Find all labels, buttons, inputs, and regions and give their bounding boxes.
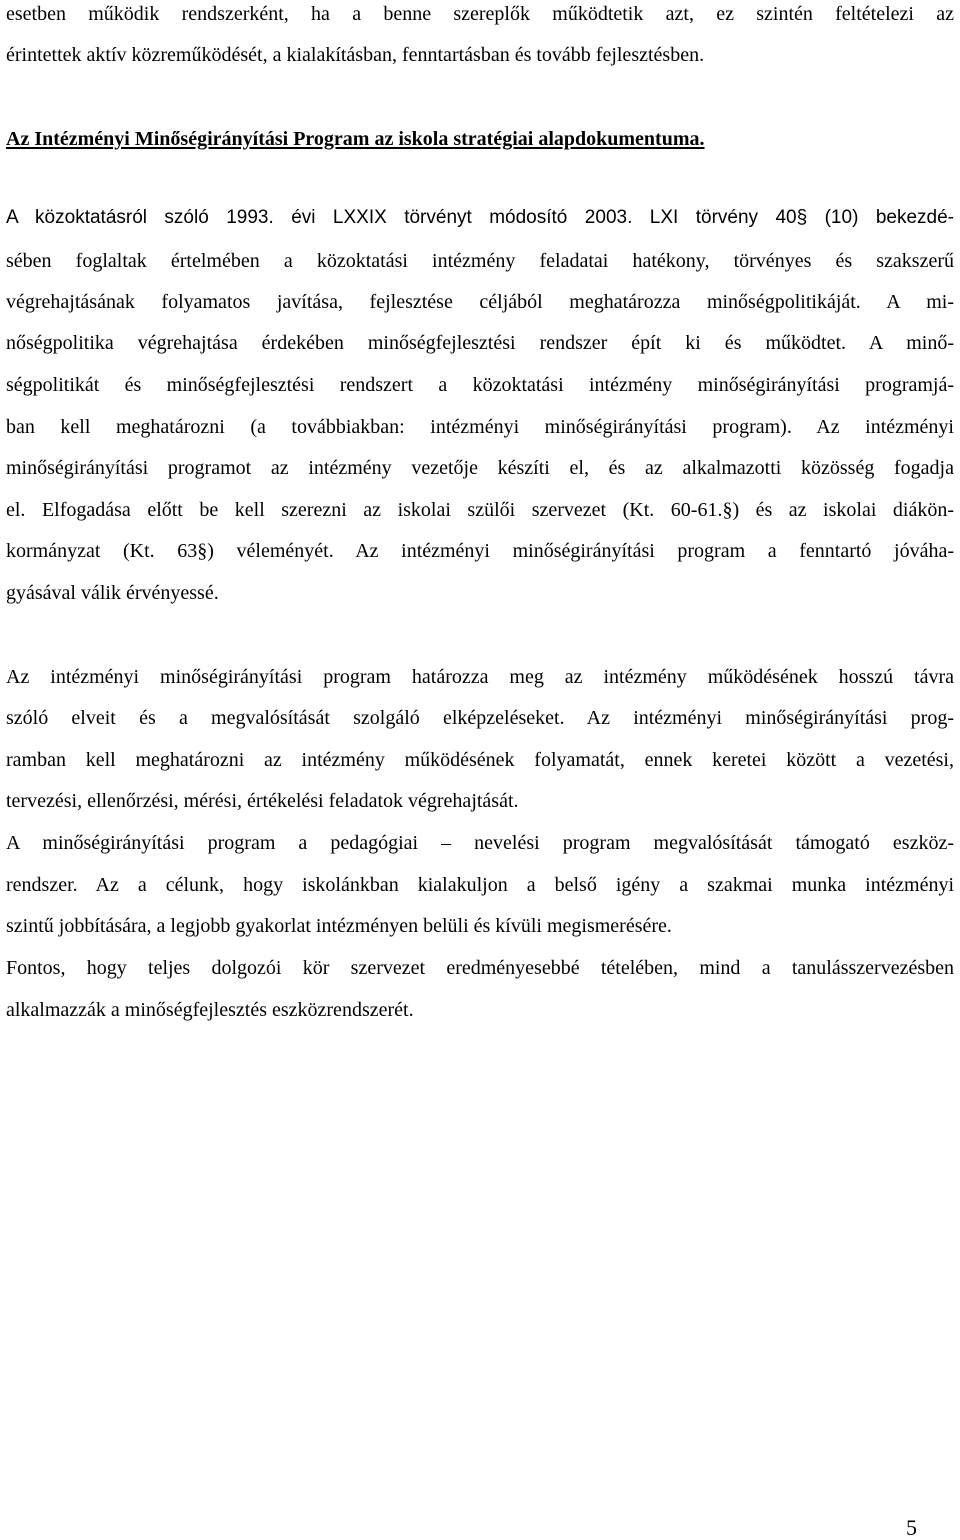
para1-line-8: el. Elfogadása előtt be kell szerezni az iskolai szülői szervezet (Kt. 60-61.§) és az iskolai diákön- [6, 499, 954, 521]
para1-line-7: minőségirányítási programot az intézmény vezetője készíti el, és az alkalmazotti közösség fogadja [6, 457, 954, 479]
page-number: 5 [906, 1515, 917, 1540]
para2-line-3: ramban kell meghatározni az intézmény működésének folyamatát, ennek keretei között a vezetési, [6, 749, 954, 771]
para1-line-2: sében foglaltak értelmében a közoktatási intézmény feladatai hatékony, törvényes és szakszerű [6, 250, 954, 272]
para2-line-2: szóló elveit és a megvalósítását szolgáló elképzeléseket. Az intézményi minőségirányítási prog- [6, 707, 954, 729]
intro-line-2: érintettek aktív közreműködését, a kialakításban, fenntartásban és tovább fejlesztésben. [6, 44, 705, 66]
intro-line-1: esetben működik rendszerként, ha a benne szereplők működtetik azt, ez szintén feltételezi az [6, 3, 954, 25]
para2-line-1: Az intézményi minőségirányítási program határozza meg az intézmény működésének hosszú távra [6, 666, 954, 688]
para1-line-9: kormányzat (Kt. 63§) véleményét. Az intézményi minőségirányítási program a fenntartó jóváha- [6, 540, 954, 562]
para3-line-1: A minőségirányítási program a pedagógiai – nevelési program megvalósítását támogató eszköz- [6, 832, 954, 854]
para4-line-2: alkalmazzák a minőségfejlesztés eszközrendszerét. [6, 999, 414, 1021]
para4-line-1: Fontos, hogy teljes dolgozói kör szervezet eredményesebbé tételében, mind a tanulásszervezésben [6, 957, 954, 979]
para2-line-4: tervezési, ellenőrzési, mérési, értékelési feladatok végrehajtását. [6, 790, 519, 812]
para3-line-2: rendszer. Az a célunk, hogy iskolánkban kialakuljon a belső igény a szakmai munka intézményi [6, 874, 954, 896]
para1-line-4: nőségpolitika végrehajtása érdekében minőségfejlesztési rendszer épít ki és működtet. A minő- [6, 332, 954, 354]
para3-line-3: szintű jobbítására, a legjobb gyakorlat intézményen belüli és kívüli megismerésére. [6, 915, 672, 937]
para1-line-10: gyásával válik érvényessé. [6, 582, 219, 604]
para1-line-3: végrehajtásának folyamatos javítása, fejlesztése céljából meghatározza minőségpolitikáját. A mi- [6, 291, 954, 313]
para1-line-5: ségpolitikát és minőségfejlesztési rendszert a közoktatási intézmény minőségirányítási programjá- [6, 374, 954, 396]
section-heading: Az Intézményi Minőségirányítási Program az iskola stratégiai alapdokumentuma. [6, 128, 705, 150]
para1-line-6: ban kell meghatározni (a továbbiakban: intézményi minőségirányítási program). Az intézményi [6, 416, 954, 438]
para1-line-1: A közoktatásról szóló 1993. évi LXXIX törvényt módosító 2003. LXI törvény 40§ (10) bekezdé- [6, 207, 954, 228]
